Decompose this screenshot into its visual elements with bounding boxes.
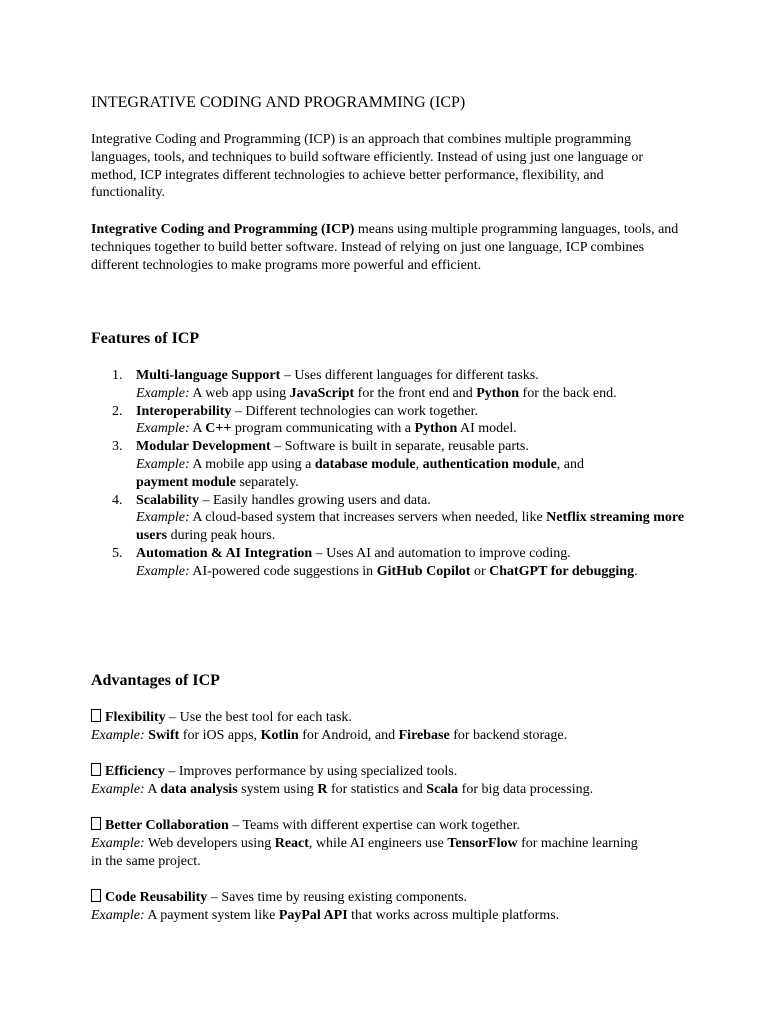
advantage-example [91, 835, 651, 871]
example-text: separately. [235, 474, 299, 490]
list-number: 1. [112, 368, 123, 383]
feature-desc: – Different technologies can work together. [231, 403, 479, 419]
list-item [91, 403, 691, 439]
example-text: for the back end. [519, 385, 617, 401]
example-label: Example: [91, 781, 145, 797]
features-heading: Features of ICP [91, 330, 200, 347]
example-text: or [470, 563, 490, 579]
advantage-example [91, 727, 651, 745]
example-bold: Firebase [398, 727, 450, 743]
advantage-desc: – Saves time by reusing existing components. [207, 890, 468, 905]
missing-glyph-icon [91, 709, 101, 722]
example-bold: Swift [148, 727, 180, 743]
missing-glyph-icon [91, 889, 101, 902]
list-item [91, 492, 691, 545]
feature-term: Modular Development [136, 439, 271, 455]
list-number: 4. [112, 492, 123, 508]
example-label: Example: [136, 456, 190, 472]
advantage-item [91, 763, 651, 799]
advantage-title-line [91, 709, 651, 727]
advantage-item [91, 709, 651, 745]
missing-glyph-icon [91, 817, 101, 830]
example-bold: Scala [426, 781, 459, 797]
example-bold: Python [414, 421, 458, 437]
example-bold: Python [476, 385, 520, 401]
example-label: Example: [136, 385, 190, 401]
example-label: Example: [136, 563, 190, 579]
example-text: . [634, 563, 638, 579]
example-text: for statistics and [327, 781, 427, 797]
feature-desc: – Uses different languages for different tasks. [280, 368, 539, 383]
example-bold: JavaScript [289, 385, 355, 401]
example-text: A cloud-based system that increases servers when needed, like [189, 510, 547, 526]
page-title: INTEGRATIVE CODING AND PROGRAMMING (ICP) [91, 94, 466, 111]
example-text: that works across multiple platforms. [347, 907, 560, 923]
feature-term: Multi-language Support [136, 368, 281, 383]
example-label: Example: [91, 907, 145, 923]
advantage-desc: – Teams with different expertise can work together. [228, 818, 521, 833]
example-text: , while AI engineers use [308, 835, 448, 851]
example-text: for backend storage. [449, 727, 568, 743]
example-text: , [415, 456, 423, 472]
advantage-item [91, 889, 651, 925]
feature-desc: – Easily handles growing users and data. [199, 492, 431, 508]
example-bold: React [274, 835, 309, 851]
example-text: for iOS apps, [179, 727, 261, 743]
advantage-term: Better Collaboration [105, 818, 229, 833]
example-bold: Kotlin [260, 727, 299, 743]
list-number: 3. [112, 439, 123, 455]
example-bold: authentication module [422, 456, 557, 472]
intro-paragraph: Integrative Coding and Programming (ICP) is an approach that combines multiple programming languages, tools, and techniques to build software efficiently. Instead of using just one language or method, ICP integrates different technologies to achieve better performance, flexibility, and functionality. [91, 132, 644, 201]
example-bold: database module [314, 456, 416, 472]
intro-text: means using multiple programming languages, tools, and techniques together to build better software. Instead of relying on just one language, ICP combines different technologies to make programs more powerful and efficient. [91, 222, 679, 273]
features-list [91, 367, 691, 581]
example-bold: data analysis [160, 781, 238, 797]
example-label: Example: [91, 727, 145, 743]
advantage-item [91, 817, 651, 870]
advantage-desc: – Improves performance by using specialized tools. [164, 764, 458, 779]
advantage-desc: – Use the best tool for each task. [165, 710, 352, 725]
example-text: A web app using [189, 385, 290, 401]
example-text: system using [237, 781, 318, 797]
advantages-heading: Advantages of ICP [91, 672, 220, 689]
feature-term: Automation & AI Integration [136, 545, 313, 561]
example-text: A payment system like [144, 907, 279, 923]
intro-bold-term: Integrative Coding and Programming (ICP) [91, 222, 355, 237]
example-label: Example: [136, 421, 190, 437]
advantage-title-line [91, 817, 651, 835]
example-text: program communicating with a [231, 421, 415, 437]
feature-desc: – Software is built in separate, reusable parts. [270, 439, 529, 455]
missing-glyph-icon [91, 763, 101, 776]
example-text: for machine learning in the same project. [91, 835, 638, 869]
example-text: AI model. [457, 421, 517, 437]
example-bold: ChatGPT for debugging [489, 563, 635, 579]
list-item [91, 367, 691, 403]
example-text: AI-powered code suggestions in [189, 563, 377, 579]
example-label: Example: [136, 510, 190, 526]
example-bold: PayPal API [278, 907, 348, 923]
advantage-term: Flexibility [105, 710, 166, 725]
example-bold: Netflix streaming more users [136, 510, 685, 544]
example-text: for the front end and [354, 385, 477, 401]
example-text: A [144, 781, 161, 797]
advantage-term: Code Reusability [105, 890, 208, 905]
example-text: Web developers using [144, 835, 275, 851]
list-item [91, 545, 691, 581]
example-text: A [189, 421, 206, 437]
example-label: Example: [91, 835, 145, 851]
list-number: 2. [112, 403, 123, 419]
advantage-example [91, 907, 651, 925]
advantage-title-line [91, 889, 651, 907]
advantage-title-line [91, 763, 651, 781]
advantage-example [91, 781, 651, 799]
example-text: for Android, and [298, 727, 399, 743]
list-number: 5. [112, 545, 123, 561]
example-bold: payment module [136, 474, 236, 490]
list-item [91, 438, 691, 491]
example-text: during peak hours. [167, 528, 276, 544]
example-bold: C++ [205, 421, 232, 437]
advantage-term: Efficiency [105, 764, 165, 779]
example-text: for big data processing. [458, 781, 594, 797]
feature-term: Scalability [136, 492, 200, 508]
intro-paragraph-2 [91, 221, 681, 274]
example-bold: R [317, 781, 328, 797]
example-text: A mobile app using a [189, 456, 315, 472]
feature-desc: – Uses AI and automation to improve coding. [312, 545, 571, 561]
example-text: , and [556, 456, 585, 472]
example-bold: GitHub Copilot [376, 563, 471, 579]
example-bold: TensorFlow [447, 835, 518, 851]
feature-term: Interoperability [136, 403, 232, 419]
